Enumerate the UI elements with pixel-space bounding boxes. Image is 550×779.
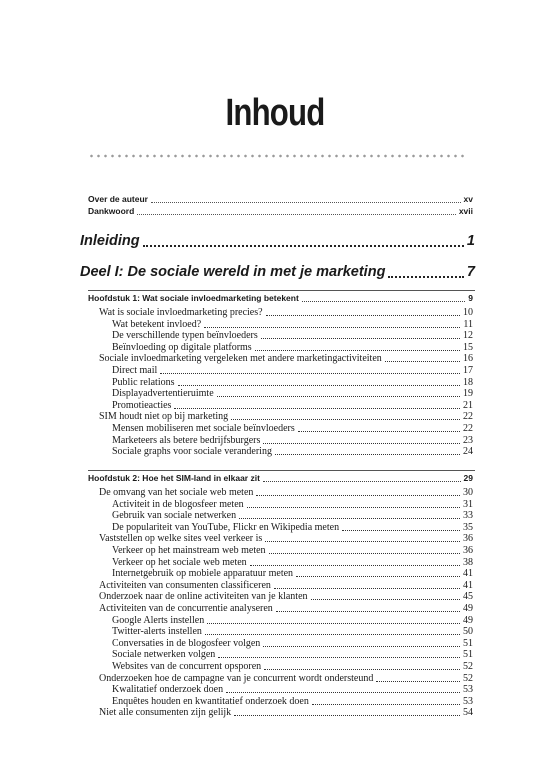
toc-chapter-entry [88, 473, 473, 484]
dot-leader [218, 657, 460, 658]
dot-leader [207, 623, 460, 624]
toc-entry-label: Verkeer op het mainstream web meten [112, 545, 266, 556]
dot-leader [217, 396, 460, 397]
dot-leader [312, 704, 460, 705]
toc-entry-label: De verschillende typen beïnvloeders [112, 330, 258, 342]
toc-subsection-entry [112, 649, 473, 661]
toc-page-number: 16 [463, 353, 473, 365]
toc-front-entry [88, 194, 473, 205]
toc-part-entry [80, 263, 475, 281]
dot-leader [255, 350, 460, 351]
toc-page-number: 23 [463, 434, 473, 446]
dot-leader [261, 338, 460, 339]
toc-subsection-entry [112, 510, 473, 522]
dot-leader [151, 202, 461, 203]
dot-leader [256, 495, 460, 496]
dot-leader [160, 373, 460, 374]
dot-leader [342, 530, 460, 531]
toc-page-number: 21 [463, 399, 473, 411]
toc-entry-label: Wat is sociale invloedmarketing precies? [99, 307, 263, 318]
dot-leader [274, 588, 460, 589]
toc-subsection-entry [112, 638, 473, 650]
toc-section-entry [99, 673, 473, 685]
dot-leader [263, 646, 460, 647]
dot-leader [269, 553, 460, 554]
dot-leader [376, 681, 460, 682]
toc-entry-label: Hoofdstuk 1: Wat sociale invloedmarketing betekent [88, 293, 299, 303]
toc-page-number: 38 [463, 556, 473, 568]
toc-entry-label: Onderzoeken hoe de campagne van je concurrent wordt ondersteund [99, 672, 374, 684]
toc-section-entry [99, 487, 473, 499]
dot-leader [265, 541, 460, 542]
toc-subsection-entry [112, 626, 473, 638]
dot-leader [263, 443, 460, 444]
toc-chapter-entry [88, 293, 473, 304]
toc-page-number: 50 [463, 626, 473, 638]
toc-page-number: 15 [463, 341, 473, 353]
dot-leader [234, 715, 460, 716]
toc-entry-label: Dankwoord [88, 206, 135, 216]
toc-entry-label: Sociale invloedmarketing vergeleken met andere marketingactiviteiten [99, 353, 382, 365]
dot-leader [275, 454, 460, 455]
toc-entry-label: De omvang van het sociale web meten [99, 487, 254, 498]
dot-leader [137, 214, 456, 215]
toc-entry-label: Sociale graphs voor sociale verandering [112, 446, 272, 458]
toc-page-number: 51 [463, 649, 473, 661]
toc-entry-label: Public relations [112, 376, 175, 388]
toc-entry-label: Deel I: De sociale wereld in met je marketing [80, 264, 386, 280]
toc-subsection-entry [112, 684, 473, 696]
toc-page-number: 41 [463, 568, 473, 580]
toc-entry-label: Activiteit in de blogosfeer meten [112, 498, 244, 510]
toc-entry-label: De populariteit van YouTube, Flickr en Wikipedia meten [112, 521, 340, 533]
toc-entry-label: Internetgebruik op mobiele apparatuur meten [112, 568, 294, 580]
toc-subsection-entry [112, 545, 473, 557]
toc-intro-entry [80, 232, 475, 250]
toc-section-entry [99, 307, 473, 319]
dot-leader [263, 481, 461, 482]
toc-page-number: 1 [466, 233, 475, 249]
toc-page-number: 52 [463, 661, 473, 672]
toc-subsection-entry [112, 522, 473, 534]
toc-page-number: 12 [463, 330, 473, 342]
toc-entry-label: Direct mail [112, 365, 158, 376]
dot-leader [247, 507, 460, 508]
toc-page-number: 9 [468, 293, 473, 303]
toc-subsection-entry [112, 319, 473, 331]
dot-leader [302, 301, 465, 302]
toc-page-number: 49 [463, 603, 473, 614]
toc-subsection-entry [112, 661, 473, 673]
toc-section-entry [99, 603, 473, 615]
toc-page-number: 52 [463, 672, 473, 684]
toc-page-number: 29 [463, 473, 473, 483]
toc-section-entry [99, 707, 473, 719]
toc-entry-label: Conversaties in de blogosfeer volgen [112, 637, 261, 649]
toc-subsection-entry [112, 557, 473, 569]
toc-section-entry [99, 533, 473, 545]
toc-subsection-entry [112, 365, 473, 377]
toc-entry-label: Gebruik van sociale netwerken [112, 510, 237, 522]
dot-leader [266, 315, 460, 316]
toc-entry-label: Beïnvloeding op digitale platforms [112, 341, 252, 353]
toc-page-number: 54 [463, 707, 473, 719]
toc-entry-label: Kwalitatief onderzoek doen [112, 684, 224, 696]
dot-leader [385, 361, 460, 362]
toc-page-number: 22 [463, 423, 473, 434]
toc-entry-label: Wat betekent invloed? [112, 318, 202, 330]
toc-entry-label: Inleiding [80, 233, 140, 249]
toc-entry-label: Onderzoek naar de online activiteiten van je klanten [99, 591, 308, 603]
toc-entry-label: Google Alerts instellen [112, 614, 205, 626]
toc-entry-label: Twitter-alerts instellen [112, 626, 202, 638]
dot-leader [296, 576, 460, 577]
toc-entry-label: Niet alle consumenten zijn gelijk [99, 707, 232, 719]
toc-entry-label: Mensen mobiliseren met sociale beïnvloeders [112, 423, 295, 434]
dot-leader [231, 419, 460, 420]
toc-page-number: xv [463, 194, 473, 204]
dot-leader [239, 518, 460, 519]
toc-page-number: xvii [458, 206, 473, 216]
toc-entry-label: Displayadvertentieruimte [112, 388, 214, 400]
toc-page-number: 41 [463, 579, 473, 591]
toc-page-number: 22 [463, 411, 473, 423]
toc-subsection-entry [112, 499, 473, 511]
toc-entry-label: Activiteiten van de concurrentie analyseren [99, 603, 273, 614]
section-divider [88, 470, 475, 471]
toc-subsection-entry [112, 342, 473, 354]
toc-section-entry [99, 353, 473, 365]
toc-page-number: 24 [463, 446, 473, 458]
toc-section-entry [99, 591, 473, 603]
toc-entry-label: Vaststellen op welke sites veel verkeer is [99, 533, 263, 545]
toc-subsection-entry [112, 423, 473, 435]
toc-page-number: 17 [463, 365, 473, 376]
dot-leader [178, 385, 461, 386]
toc-page-number: 49 [463, 614, 473, 626]
toc-page-number: 30 [463, 487, 473, 498]
toc-entry-label: Marketeers als betere bedrijfsburgers [112, 434, 261, 446]
toc-subsection-entry [112, 696, 473, 708]
section-divider [88, 290, 475, 291]
toc-page-number: 33 [463, 510, 473, 522]
toc-section-entry [99, 411, 473, 423]
toc-page-number: 45 [463, 591, 473, 603]
toc-subsection-entry [112, 568, 473, 580]
toc-page-number: 18 [463, 376, 473, 388]
toc-page-number: 35 [463, 521, 473, 533]
toc-front-entry [88, 206, 473, 217]
toc-entry-label: Promotieacties [112, 399, 172, 411]
toc-page-number: 31 [463, 498, 473, 510]
toc-entry-label: SIM houdt niet op bij marketing [99, 411, 229, 423]
toc-entry-label: Activiteiten van consumenten classificeren [99, 579, 271, 591]
toc-entry-label: Websites van de concurrent opsporen [112, 661, 262, 672]
decorative-dotted-rule [88, 152, 468, 160]
toc-page-number: 36 [463, 533, 473, 545]
toc-page-number: 53 [463, 684, 473, 696]
toc-entry-label: Hoofdstuk 2: Hoe het SIM-land in elkaar zit [88, 473, 260, 483]
dot-leader [298, 431, 460, 432]
toc-entry-label: Verkeer op het sociale web meten [112, 556, 247, 568]
toc-entry-label: Enquêtes houden en kwantitatief onderzoek doen [112, 695, 309, 707]
toc-page-number: 53 [463, 695, 473, 707]
dot-leader [388, 276, 464, 278]
toc-subsection-entry [112, 388, 473, 400]
dot-leader [204, 327, 460, 328]
toc-page-number: 19 [463, 388, 473, 400]
toc-page-number: 51 [463, 637, 473, 649]
dot-leader [264, 669, 460, 670]
dot-leader [250, 565, 460, 566]
dot-leader [143, 245, 464, 247]
dot-leader [205, 634, 460, 635]
toc-subsection-entry [112, 435, 473, 447]
dot-leader [226, 692, 460, 693]
toc-entry-label: Sociale netwerken volgen [112, 649, 216, 661]
toc-page-number: 10 [463, 307, 473, 318]
toc-subsection-entry [112, 377, 473, 389]
dot-leader [311, 599, 460, 600]
page-title: Inhoud [225, 92, 325, 134]
toc-page-number: 36 [463, 545, 473, 556]
toc-section-entry [99, 580, 473, 592]
dot-leader [174, 408, 460, 409]
toc-subsection-entry [112, 330, 473, 342]
dot-leader [276, 611, 460, 612]
toc-subsection-entry [112, 615, 473, 627]
toc-page-number: 7 [466, 264, 475, 280]
toc-subsection-entry [112, 446, 473, 458]
toc-subsection-entry [112, 400, 473, 412]
toc-entry-label: Over de auteur [88, 194, 148, 204]
toc-page-number: 11 [463, 318, 473, 330]
